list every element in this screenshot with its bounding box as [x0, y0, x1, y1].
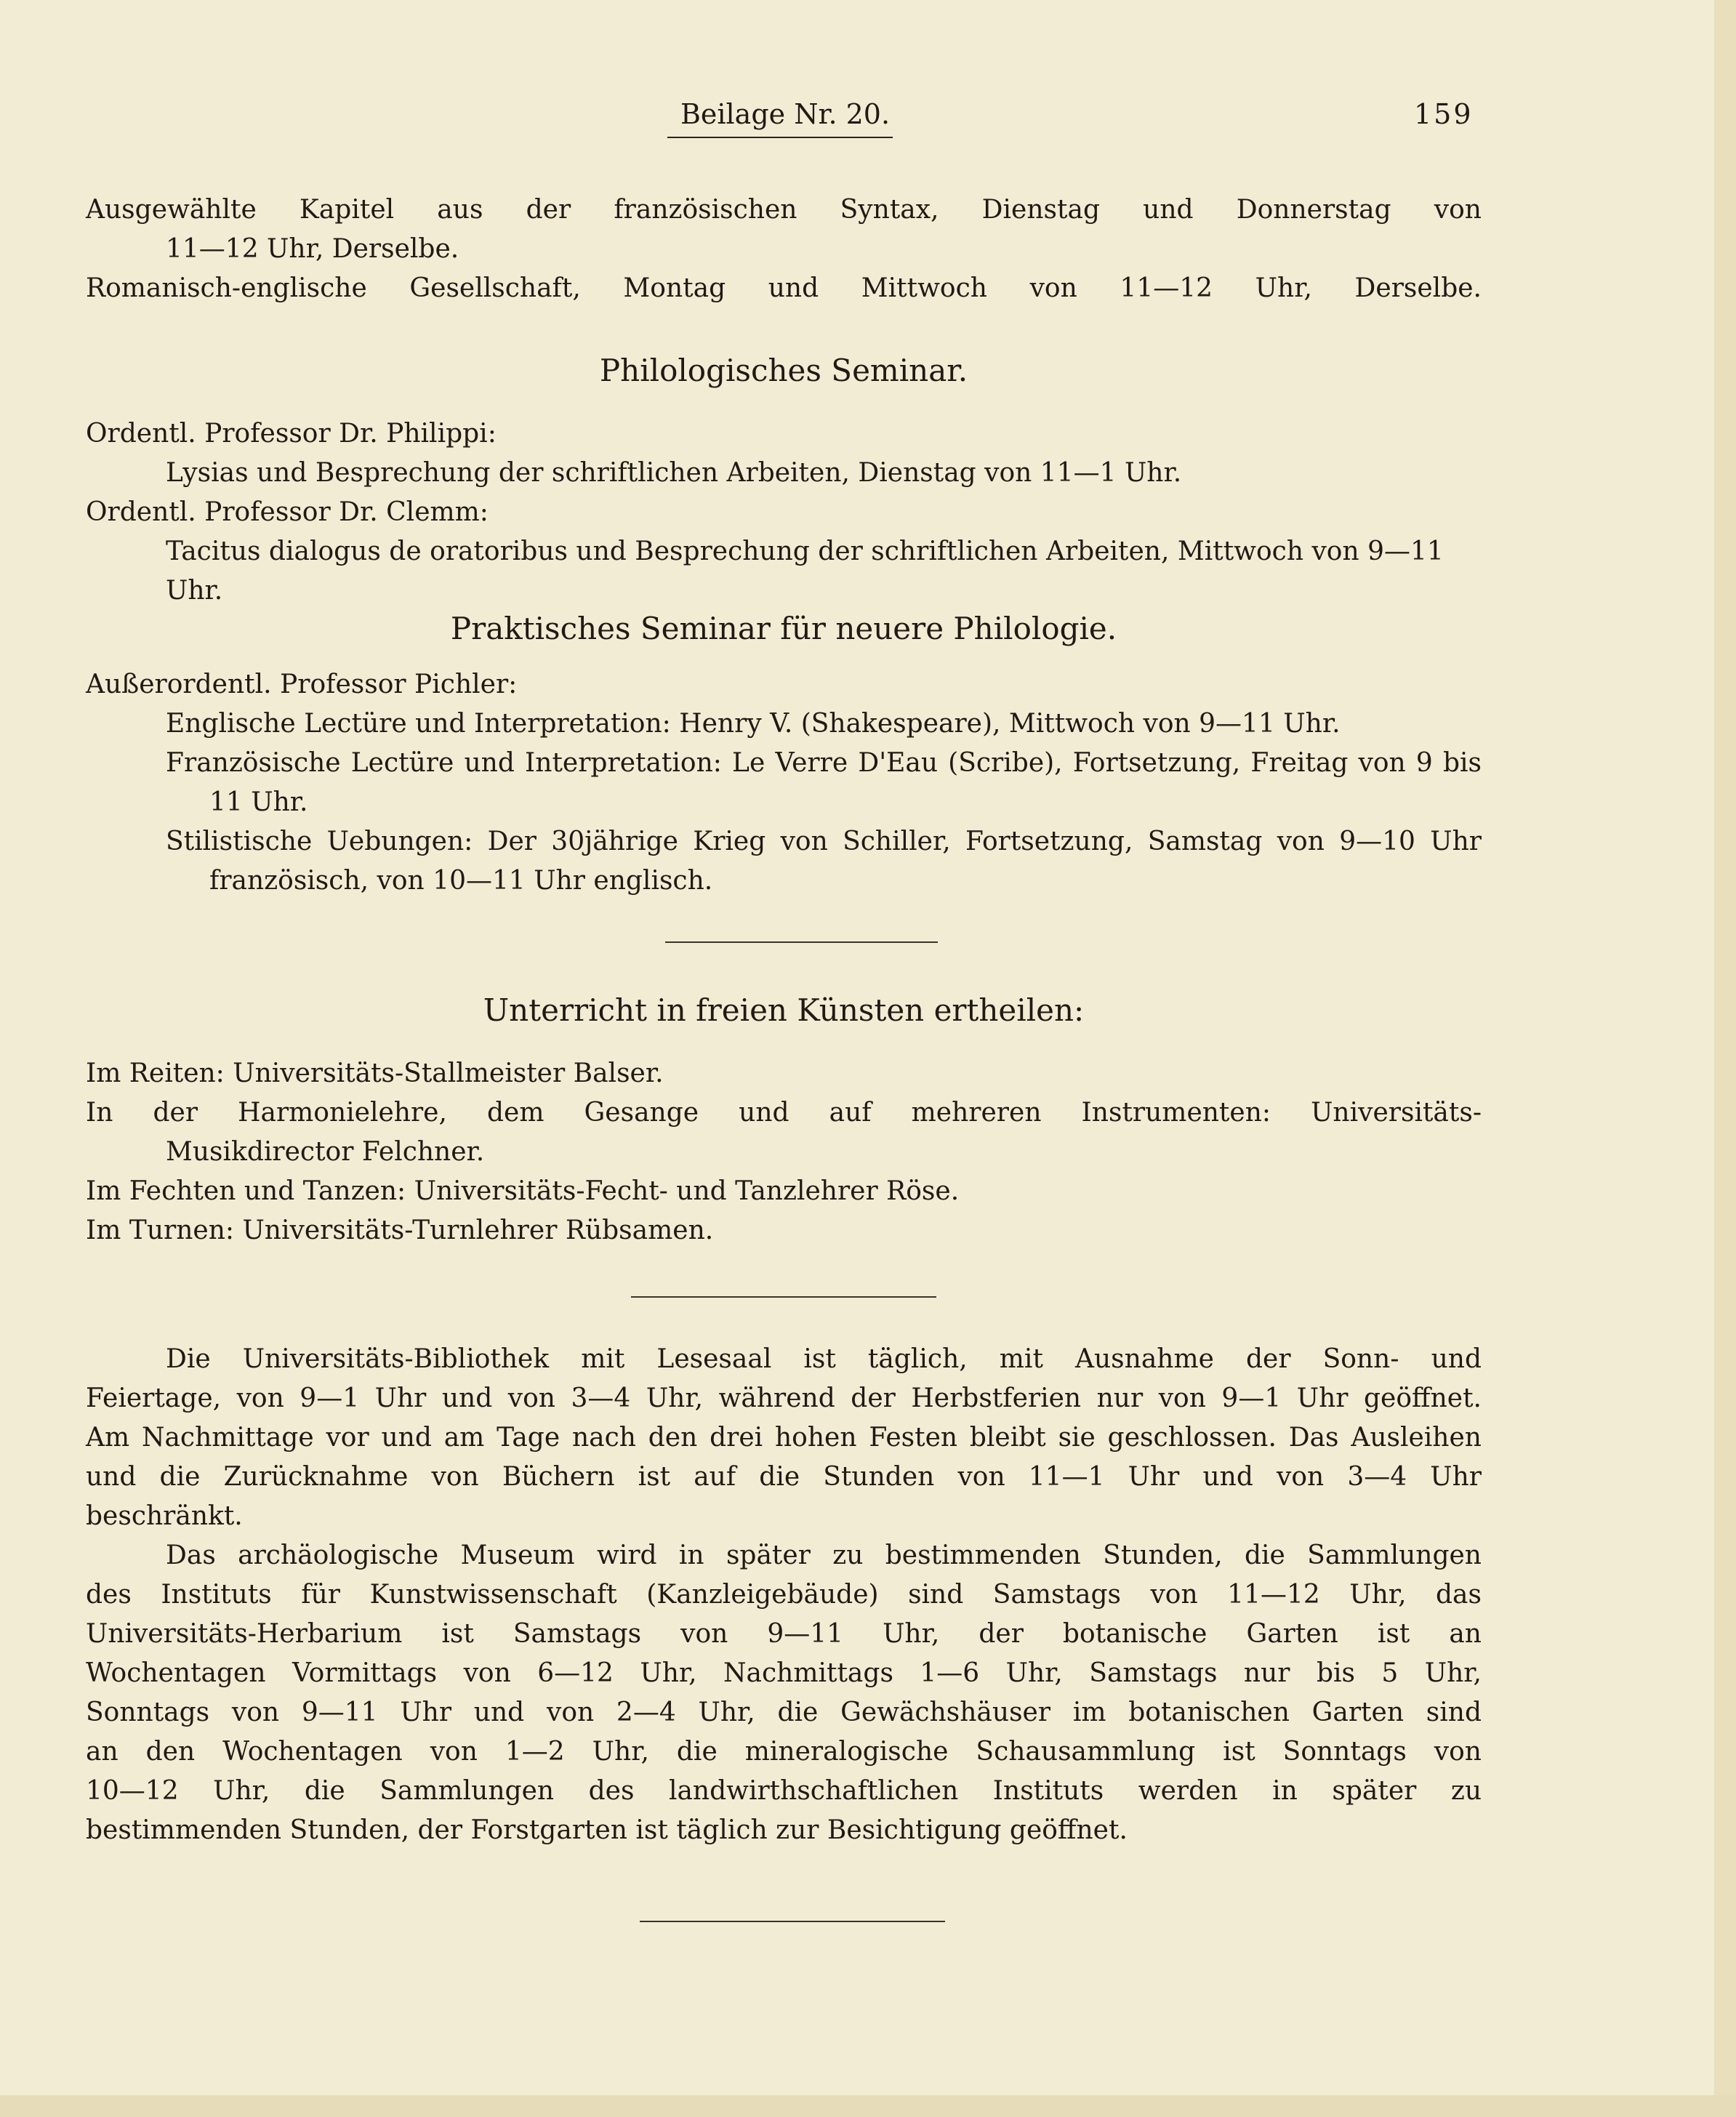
- paragraph-line: Das archäologische Museum wird in später zu bestimmenden Stunden, die Sammlungen: [166, 1540, 1482, 1570]
- section-heading-freie-kuenste: Unterricht in freien Künsten ertheilen:: [483, 992, 1085, 1028]
- paragraph-line: und die Zurücknahme von Büchern ist auf die Stunden von 11—1 Uhr und von 3—4 Uhr: [86, 1462, 1482, 1492]
- paragraph-line: Universitäts-Herbarium ist Samstags von 9—11 Uhr, der botanische Garten ist an: [86, 1619, 1482, 1649]
- bibliothek-paragraph: [86, 1340, 1482, 1536]
- section-divider: [665, 941, 938, 943]
- paragraph-line: Die Universitäts-Bibliothek mit Lesesaal ist täglich, mit Ausnahme der Sonn- und: [166, 1344, 1482, 1374]
- page-number: 159: [1414, 98, 1474, 130]
- page-edge-right: [1714, 0, 1736, 2117]
- header-underline: [667, 137, 893, 138]
- instructor-line: Im Reiten: Universitäts-Stallmeister Balser.: [86, 1058, 664, 1088]
- philologisches-seminar-entries: [86, 414, 1482, 611]
- course-line: Französische Lectüre und Interpretation: Le Verre D'Eau (Scribe), Fortsetzung, Freitag von 9 bis: [166, 748, 1482, 778]
- praktisches-seminar-entries: [86, 665, 1482, 901]
- section-divider: [640, 1921, 945, 1922]
- section-heading-philologisches-seminar: Philologisches Seminar.: [599, 353, 968, 388]
- course-line: Stilistische Uebungen: Der 30jährige Krieg von Schiller, Fortsetzung, Samstag von 9—10 Uhr: [166, 827, 1482, 856]
- professor-line: Ordentl. Professor Dr. Philippi:: [86, 419, 497, 449]
- course-line: Lysias und Besprechung der schriftlichen Arbeiten, Dienstag von 11—1 Uhr.: [166, 458, 1182, 488]
- paragraph-line: Wochentagen Vormittags von 6—12 Uhr, Nachmittags 1—6 Uhr, Samstags nur bis 5 Uhr,: [86, 1658, 1482, 1688]
- freie-kuenste-entries: [86, 1054, 1482, 1250]
- entry-line: Ausgewählte Kapitel aus der französischen Syntax, Dienstag und Donnerstag von: [86, 195, 1482, 225]
- instructor-line: Musikdirector Felchner.: [166, 1137, 485, 1167]
- instructor-line: In der Harmonielehre, dem Gesange und auf mehreren Instrumenten: Universitäts-: [86, 1098, 1482, 1128]
- paragraph-line: beschränkt.: [86, 1501, 243, 1531]
- museum-paragraph: [86, 1536, 1482, 1850]
- paragraph-line: Sonntags von 9—11 Uhr und von 2—4 Uhr, die Gewächshäuser im botanischen Garten sind: [86, 1698, 1482, 1727]
- professor-line: Außerordentl. Professor Pichler:: [86, 670, 518, 699]
- course-line: Englische Lectüre und Interpretation: Henry V. (Shakespeare), Mittwoch von 9—11 Uhr.: [166, 709, 1341, 739]
- running-header: Beilage Nr. 20.: [680, 98, 891, 130]
- course-line: französisch, von 10—11 Uhr englisch.: [209, 866, 713, 896]
- professor-line: Ordentl. Professor Dr. Clemm:: [86, 497, 489, 527]
- paragraph-line: 10—12 Uhr, die Sammlungen des landwirthschaftlichen Instituts werden in später zu: [86, 1776, 1482, 1806]
- course-line: 11 Uhr.: [209, 787, 308, 817]
- section-heading-praktisches-seminar: Praktisches Seminar für neuere Philologie.: [450, 611, 1117, 646]
- entry-line: Romanisch-englische Gesellschaft, Montag und Mittwoch von 11—12 Uhr, Derselbe.: [86, 273, 1482, 303]
- paragraph-line: Am Nachmittage vor und am Tage nach den drei hohen Festen bleibt sie geschlossen. Das Ausleihen: [86, 1423, 1482, 1453]
- instructor-line: Im Fechten und Tanzen: Universitäts-Fecht- und Tanzlehrer Röse.: [86, 1176, 960, 1206]
- top-entries: [86, 190, 1482, 308]
- paragraph-line: Feiertage, von 9—1 Uhr und von 3—4 Uhr, während der Herbstferien nur von 9—1 Uhr geöffnet.: [86, 1383, 1482, 1413]
- instructor-line: Im Turnen: Universitäts-Turnlehrer Rübsamen.: [86, 1216, 714, 1245]
- section-divider: [631, 1296, 936, 1298]
- paragraph-line: bestimmenden Stunden, der Forstgarten ist täglich zur Besichtigung geöffnet.: [86, 1815, 1128, 1845]
- page-edge-bottom: [0, 2095, 1736, 2117]
- entry-line: 11—12 Uhr, Derselbe.: [166, 234, 459, 264]
- paragraph-line: an den Wochentagen von 1—2 Uhr, die mineralogische Schausammlung ist Sonntags von: [86, 1737, 1482, 1767]
- course-line: Tacitus dialogus de oratoribus und Besprechung der schriftlichen Arbeiten, Mittwoch von 9—11 Uhr.: [166, 537, 1444, 606]
- paragraph-line: des Instituts für Kunstwissenschaft (Kanzleigebäude) sind Samstags von 11—12 Uhr, das: [86, 1580, 1482, 1610]
